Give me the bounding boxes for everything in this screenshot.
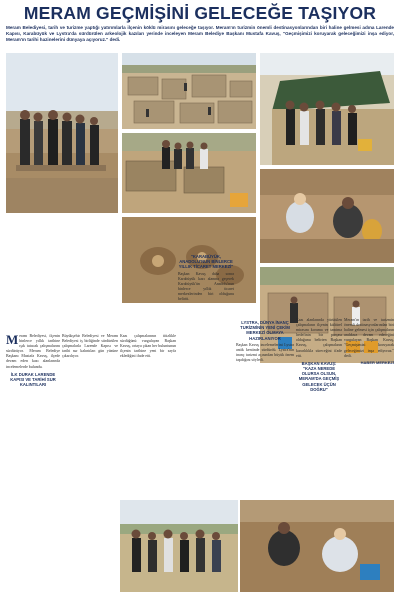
photo-excavation-wall: [122, 133, 256, 213]
photo-workers-digging: [260, 169, 394, 263]
photo-dig-closeup: [240, 500, 394, 592]
photo-group-walking: [120, 500, 238, 592]
column-1-intro: eram Belediyesi, ilçenin binlerce yıllık tarihine ışık tutacak çalışmalarını sürdürüyor. Meram Belediye Başkanı Mustafa Kavuş, ilçede devam eden kazı alanlarında incelemelerde bulundu.: [6, 334, 60, 369]
byline: HABER MERKEZİ: [360, 360, 394, 366]
column-6-text: Kazı alanlarında yürütülen çalışmaların ilçenin kültürel mirasını koruma ve tanıtma hedefinin bir parçası olduğunu belirten Başkan Kavuş, çalışmaların kararlılıkla süreceğini ifade etti.: [296, 318, 342, 358]
column-5-text: Başkan Kavuş incelemelerini Lystra antik kentinde sürdürdü. Lystra'nın inanç turizmi açısından büyük önem taşıdığını söyledi.: [236, 342, 294, 363]
photo-officials-site: [6, 53, 118, 213]
column-7-text: Meram'ın tarih ve turizmin önemli destinasyonlarından biri haline gelmesi için çalışmaların aralıksız devam edeceğini vurgulayan Başkan Kavuş, "Geçmişimizi koruyarak geleceğimizi inşa ediyoruz." dedi.: [344, 318, 394, 358]
lead-paragraph: Meram Belediyesi, tarih ve turizme yaptığı yatırımlarla ilçenin köklü mirasını geleceğe taşıyor. Meram'ın turizmin önemli destinasyonlarından biri haline gelmesi adına Larende Kapısı, Karabüyük ve Lystra'da sürdürülen arkeolojik kazıları yerinde inceleyen Meram Belediye Başkanı Mustafa Kavuş, "Geçmişimizi koruyarak geleceğimizi inşa ediyor, Meram'ın tarihi hazinelerini dünyaya açıyoruz." dedi.: [6, 25, 394, 43]
subhead-kavus-quote: BAŞKAN KAVUŞ: "KAZA NEREDE OLURSA OLSUN, MERAM'DA GEÇMİŞ GELECEK ÜÇÜN DOĞRU": [298, 360, 340, 392]
column-2: [62, 334, 118, 592]
headline: MERAM GEÇMİŞİNİ GELECEĞE TAŞIYOR: [23, 3, 377, 23]
subhead-larende: İLK DURAK LARENDE KAPISI VE TARİHİ SUR KALINTILARI: [10, 371, 56, 388]
dropcap: M: [6, 334, 19, 347]
column-3-text: Kazı çalışmalarının titizlikle sürdüğünü vurgulayan Başkan Kavuş, ortaya çıkan her buluntunun ilçenin tarihine yeni bir sayfa eklediğini ifade etti.: [120, 334, 176, 359]
column-2-text: Büyükşehir Belediyesi ve Meram Belediyesi iş birliğinde sürdürülen çalışmalarla Larende Kapısı ve tarihi sur kalıntıları gün yüzüne çıkarılıyor.: [62, 334, 118, 359]
subhead-lystra: LYSTRA, DÜNYA İNANÇ TURİZMİNİN YENİ ÇEKİM MERKEZİ OLMAYA HAZIRLANIYOR: [240, 320, 290, 341]
photo-tent-inspection: [260, 53, 394, 165]
column-4-text: Başkan Kavuş daha sonra Karabüyük kazı alanına geçerek Karabüyük'ün Anadolu'nun binlerce yıllık ticaret merkezlerinden biri olduğunu belirtti.: [178, 271, 234, 302]
subhead-karabuyuk: "KARABÜYÜK, ANADOLU'NUN BİNLERCE YILLIK TİCARET MERKEZİ": [178, 254, 234, 270]
photo-excavation-overview: [122, 53, 256, 129]
column-1: [6, 334, 60, 592]
